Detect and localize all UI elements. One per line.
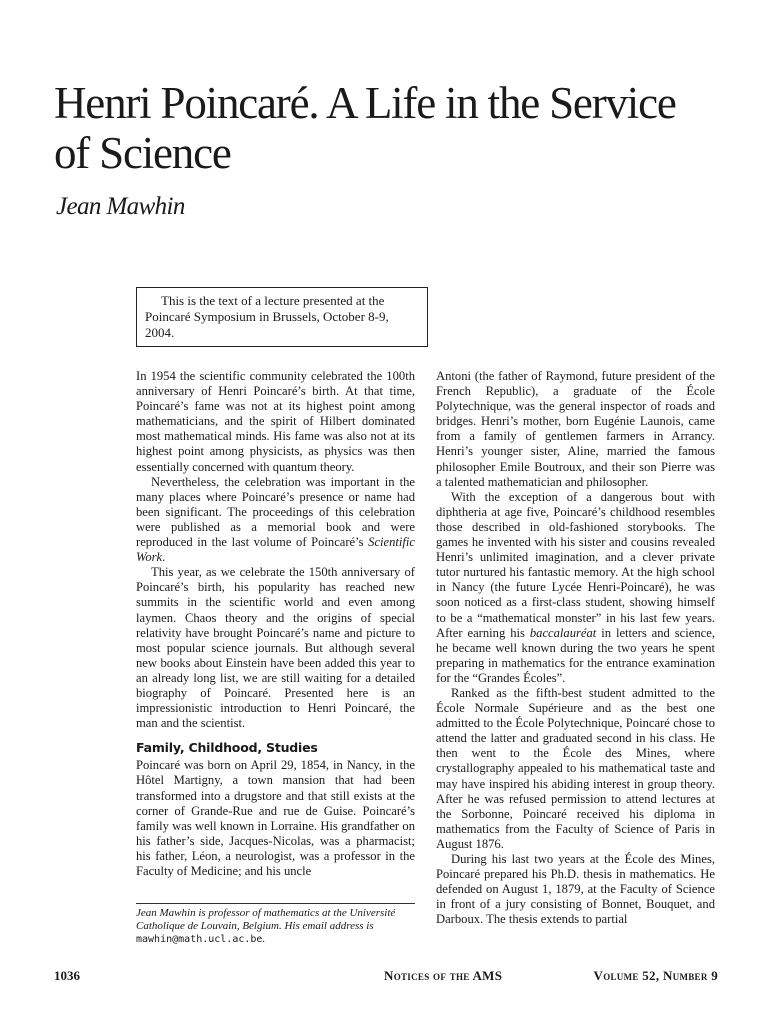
paragraph: During his last two years at the École des Mines, Poincaré prepared his Ph.D. thesis in mathematics. He defended on August 1, 1879, at the Faculty of Science in front of a jury consisting of Bonnet, Bouquet, and Darboux. The thesis extends to partial [436,852,715,927]
paragraph: Nevertheless, the celebration was important in the many places where Poincaré’s presence or name had been significant. The proceedings of this celebration were published as a memorial book and were reproduced in the last volume of Poincaré’s Scientific Work. [136,474,415,565]
right-column [436,369,715,927]
author-name: Jean Mawhin [56,193,185,220]
lecture-note-box: This is the text of a lecture presented at the Poincaré Symposium in Brussels, October 8-9, 2004. [136,287,428,347]
italic-term: baccalauréat [529,625,597,640]
paragraph: This year, as we celebrate the 150th anniversary of Poincaré’s birth, his popularity has reached new summits in the scientific world and even among laymen. Chaos theory and the origins of special relativity have brought Poincaré’s name and picture to most popular science journals. But although several new books about Einstein have been added this year to an already long list, we are still waiting for a detailed biography of Poincaré. Presented here is an impressionistic introduction to Henri Poincaré, the man and the scientist. [136,565,415,731]
page-footer [54,968,718,986]
paragraph: Antoni (the father of Raymond, future president of the French Republic), a graduate of the École Polytechnique, was the general inspector of roads and bridges. Henri’s mother, born Eugénie Launois, came from a family of gentlemen farmers in Arrancy. Henri’s younger sister, Aline, married the famous philosopher Emile Boutroux, and their son Pierre was a talented mathematician and philosopher. [436,369,715,489]
paragraph: Ranked as the fifth-best student admitted to the École Normale Supérieure and as the best one admitted to the École Polytechnique, Poincaré chose to attend the latter and graduated second in his class. He then went to the École des Mines, where crystallography appealed to his mathematical taste and may have inspired his abiding interest in group theory. After he was refused permission to attend lectures at the Sorbonne, Poincaré received his diploma in mathematics from the Faculty of Science of Paris in August 1876. [436,685,715,851]
paragraph: With the exception of a dangerous bout with diphtheria at age five, Poincaré’s childhood resembles those described in old-fashioned storybooks. The games he invented with his sister and cousins revealed Henri’s unlimited imagination, and a clever private tutor nurtured his fantastic memory. At the high school in Nancy (the future Lycée Henri-Poincaré), he was soon noticed as a first-class student, showing himself to be a “mathematical monster” in his last few years. After earning his baccalauréat in letters and science, he became well known during the two years he spent preparing in mathematics for the entrance examination for the “Grandes Écoles”. [436,489,715,685]
left-column [136,369,415,879]
article-title: Henri Poincaré. A Life in the Service of Science [54,78,676,178]
paragraph: Poincaré was born on April 29, 1854, in Nancy, in the Hôtel Martigny, a town mansion that had been transformed into a drugstore and that still exists at the corner of Grande-Rue and rue de Guise. Poincaré’s family was well known in Lorraine. His grandfather on his father’s side, Jacques-Nicolas, was a pharmacist; his father, Léon, a neurologist, was a professor in the Faculty of Medicine; and his uncle [136,758,415,878]
section-heading: Family, Childhood, Studies [136,740,318,756]
journal-name: Notices of the AMS [384,968,503,983]
page-number: 1036 [54,968,80,983]
italic-book-title: Scientific Work [136,535,415,565]
volume-info: Volume 52, Number 9 [593,968,718,983]
author-footnote: Jean Mawhin is professor of mathematics at the Université Catholique de Louvain, Belgium. His email address is mawhin@math.ucl.ac.be. [136,903,415,946]
paragraph: In 1954 the scientific community celebrated the 100th anniversary of Henri Poincaré’s birth. At that time, Poincaré’s fame was not at its highest point among mathematicians, and the spirit of Hilbert dominated most mathematical minds. His fame was also not at its highest point among physicists, as physics was then essentially concerned with quantum theory. [136,369,415,474]
email-address[interactable]: mawhin@math.ucl.ac.be [136,934,263,945]
